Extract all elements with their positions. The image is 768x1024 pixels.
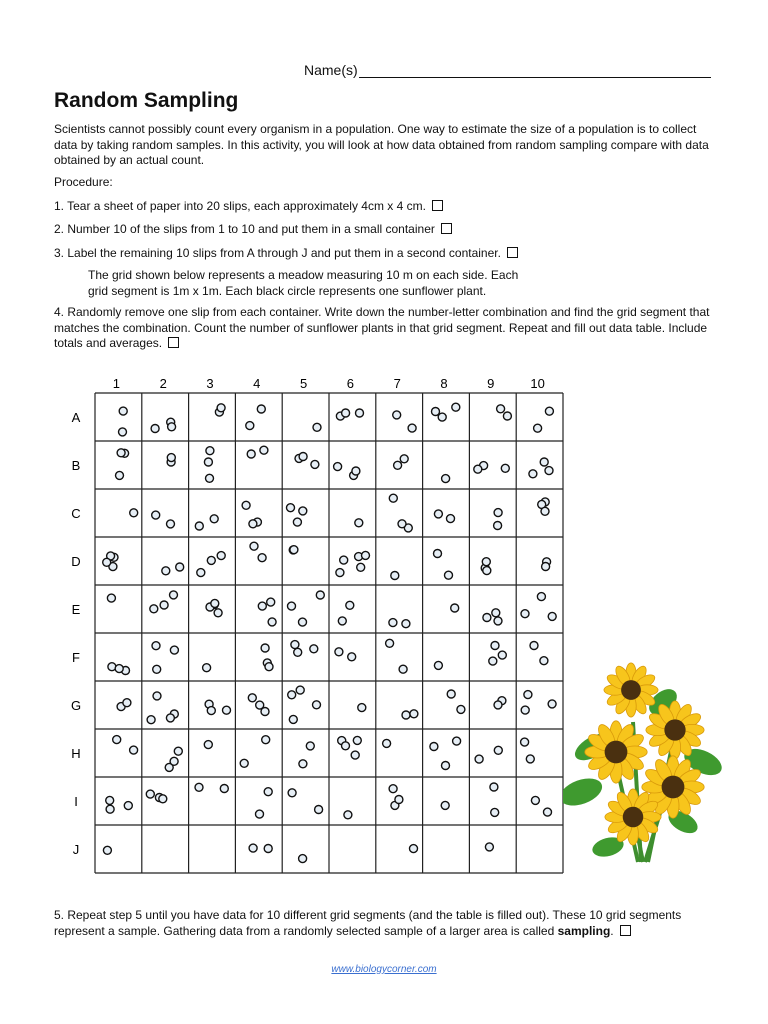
sunflower-plant-dot — [264, 845, 272, 853]
step-3 — [54, 246, 714, 262]
sunflower-plant-dot — [447, 515, 455, 523]
sunflower-plant-dot — [240, 759, 248, 767]
sunflower-plant-dot — [153, 692, 161, 700]
grid-column-label: 10 — [530, 376, 545, 391]
sunflower-plant-dot — [442, 475, 450, 483]
sunflower-plant-dot — [521, 610, 529, 618]
sunflower-plant-dot — [537, 593, 545, 601]
sunflower-plant-dot — [256, 810, 264, 818]
sunflower-plant-dot — [159, 795, 167, 803]
sunflower-plant-dot — [391, 572, 399, 580]
sunflower-plant-dot — [313, 701, 321, 709]
step-2-text: 2. Number 10 of the slips from 1 to 10 and put them in a small container — [54, 222, 435, 236]
sunflower-plant-dot — [395, 796, 403, 804]
sunflower-plant-dot — [491, 808, 499, 816]
sunflower-plant-dot — [195, 783, 203, 791]
sunflower-plant-dot — [210, 515, 218, 523]
grid-column-label: 3 — [206, 376, 214, 391]
sunflower-plant-dot — [490, 783, 498, 791]
sunflower-plant-dot — [299, 618, 307, 626]
name-blank-line[interactable] — [359, 63, 711, 78]
sunflower-plant-dot — [402, 620, 410, 628]
sunflower-plant-dot — [351, 751, 359, 759]
sunflower-plant-dot — [494, 746, 502, 754]
sunflower-plant-dot — [261, 708, 269, 716]
grid-row-label: F — [72, 650, 80, 665]
sunflower-plant-dot — [542, 563, 550, 571]
sunflower-plant-dot — [544, 808, 552, 816]
sunflower-plant-dot — [352, 467, 360, 475]
sunflower-plant-dot — [410, 710, 418, 718]
step-2-checkbox[interactable] — [441, 223, 452, 234]
sunflower-plant-dot — [393, 411, 401, 419]
sunflower-plant-dot — [453, 737, 461, 745]
sunflower-plant-dot — [197, 569, 205, 577]
step-4-checkbox[interactable] — [168, 337, 179, 348]
sunflower-plant-dot — [521, 738, 529, 746]
sunflower-plant-dot — [147, 716, 155, 724]
footer-link[interactable]: www.biologycorner.com — [331, 964, 437, 975]
sunflower-plant-dot — [217, 404, 225, 412]
sunflower-plant-dot — [545, 407, 553, 415]
step-4 — [54, 305, 714, 352]
sunflower-plant-dot — [491, 642, 499, 650]
sunflower-plant-dot — [389, 619, 397, 627]
sunflower-plant-dot — [410, 845, 418, 853]
sunflower-plant-dot — [167, 454, 175, 462]
sunflower-plant-dot — [497, 405, 505, 413]
grid-row-label: A — [71, 410, 81, 425]
sunflower-plant-dot — [451, 604, 459, 612]
sunflower-plant-dot — [310, 645, 318, 653]
sunflower-plant-dot — [434, 661, 442, 669]
sunflower-plant-dot — [258, 554, 266, 562]
sunflower-plant-dot — [162, 567, 170, 575]
sunflower-plant-dot — [474, 465, 482, 473]
grid-row-label: H — [71, 746, 81, 761]
sunflower-plant-dot — [264, 788, 272, 796]
sunflower-plant-dot — [489, 657, 497, 665]
step-5-end: . — [610, 923, 614, 938]
sunflower-plant-dot — [124, 802, 132, 810]
sunflower-plant-dot — [545, 467, 553, 475]
sunflower-plant-dot — [152, 511, 160, 519]
sunflower-plant-dot — [501, 464, 509, 472]
grid-column-label: 1 — [112, 376, 121, 391]
sunflower-plant-dot — [206, 474, 214, 482]
sunflower-plant-dot — [432, 408, 440, 416]
sunflower-plant-dot — [257, 405, 265, 413]
procedure-label: Procedure: — [54, 175, 113, 189]
grid-column-label: 7 — [393, 376, 401, 391]
sunflower-plant-dot — [530, 642, 538, 650]
sunflower-plant-dot — [494, 522, 502, 530]
sunflower-plant-dot — [290, 546, 298, 554]
sunflower-plant-dot — [313, 423, 321, 431]
sunflower-plant-dot — [195, 522, 203, 530]
grid-column-label: 4 — [253, 376, 261, 391]
sunflower-plant-dot — [531, 796, 539, 804]
sunflower-plant-dot — [338, 617, 346, 625]
grid-note-line-2: grid segment is 1m x 1m. Each black circle represents one sunflower plant. — [88, 284, 487, 298]
sunflower-plant-dot — [357, 563, 365, 571]
intro-paragraph: Scientists cannot possibly count every organism in a population. One way to estimate the size of a population is to collect data by taking random samples. In this activity, you will look at how data obtained from random sampling compare with data obtained by an actual count. — [54, 122, 709, 167]
sunflower-plant-dot — [166, 714, 174, 722]
grid-row-label: B — [71, 458, 81, 473]
sunflower-plant-dot — [529, 470, 537, 478]
sunflower-plant-dot — [494, 509, 502, 517]
sunflower-plant-dot — [123, 699, 131, 707]
sunflower-plant-dot — [494, 701, 502, 709]
sunflower-plant-dot — [383, 739, 391, 747]
sunflower-plant-dot — [548, 612, 556, 620]
step-2 — [54, 222, 714, 238]
sunflower-plant-dot — [288, 789, 296, 797]
sunflower-plant-dot — [246, 422, 254, 430]
sunflower-plant-dot — [503, 412, 511, 420]
sunflower-plant-dot — [521, 706, 529, 714]
sunflower-plant-dot — [151, 425, 159, 433]
sunflower-illustration — [563, 662, 723, 872]
sunflower-plant-dot — [291, 641, 299, 649]
step-5-text: 5. Repeat step 5 until you have data for 10 different grid segments (and the table is filled out). These 10 grid segments represent a sample. Gathering data from a randomly selected sample of a larger area is called — [54, 908, 682, 938]
sunflower-plant-dot — [206, 447, 214, 455]
sunflower-plant-dot — [445, 571, 453, 579]
sunflower-plant-dot — [353, 736, 361, 744]
sunflower-plant-dot — [288, 602, 296, 610]
sunflower-plant-dot — [400, 455, 408, 463]
sunflower-plant-dot — [249, 844, 257, 852]
sunflower-plant-dot — [265, 663, 273, 671]
sunflower-plant-dot — [348, 653, 356, 661]
sunflower-plant-dot — [355, 519, 363, 527]
sunflower-plant-dot — [541, 507, 549, 515]
sunflower-plant-dot — [299, 507, 307, 515]
grid-row-label: I — [74, 794, 78, 809]
sunflower-plant-dot — [534, 424, 542, 432]
sunflower-plant-dot — [146, 790, 154, 798]
step-4-text: 4. Randomly remove one slip from each container. Write down the number-letter combination and find the grid segment that matches the combination. Count the number of sunflower plants in that grid segment. Repeat and fill out data table. Include totals and averages. — [54, 305, 710, 350]
sunflower-plant-dot — [170, 757, 178, 765]
sunflower-plant-dot — [152, 642, 160, 650]
sunflower-plant-dot — [402, 711, 410, 719]
sunflower-plant-dot — [457, 705, 465, 713]
sunflower-plant-dot — [250, 542, 258, 550]
name-label: Name(s) — [304, 62, 358, 78]
sunflower-plant-dot — [287, 504, 295, 512]
sunflower-plant-dot — [119, 428, 127, 436]
sunflower-plant-dot — [106, 796, 114, 804]
sunflower-plant-dot — [153, 665, 161, 673]
grid-row-label: J — [72, 842, 80, 857]
sunflower-plant-dot — [452, 403, 460, 411]
sunflower-plant-dot — [167, 520, 175, 528]
sunflower-plant-dot — [217, 552, 225, 560]
sunflower-plant-dot — [150, 605, 158, 613]
grid-column-label: 8 — [440, 376, 448, 391]
sunflower-plant-dot — [441, 801, 449, 809]
sunflower-plant-dot — [548, 700, 556, 708]
sunflower-plant-dot — [335, 648, 343, 656]
sunflower-plant-dot — [294, 648, 302, 656]
grid-row-label: G — [70, 698, 82, 713]
sunflower-plant-dot — [268, 618, 276, 626]
sunflower-plant-dot — [176, 563, 184, 571]
sunflower-plant-dot — [316, 591, 324, 599]
sunflower-plant-dot — [203, 664, 211, 672]
sunflower-plant-dot — [342, 409, 350, 417]
sunflower-plant-dot — [346, 601, 354, 609]
sunflower-plant-dot — [207, 707, 215, 715]
sunflower-plant-dot — [262, 736, 270, 744]
sunflower-plant-dot — [342, 742, 350, 750]
sunflower-plant-dot — [288, 691, 296, 699]
sunflower-plant-dot — [394, 461, 402, 469]
sunflower-plant-dot — [130, 746, 138, 754]
sunflower-plant-dot — [116, 471, 124, 479]
sunflower-plant-dot — [119, 407, 127, 415]
sunflower-plant-dot — [524, 691, 532, 699]
step-3-text: 3. Label the remaining 10 slips from A through J and put them in a second container. — [54, 246, 501, 260]
sunflower-plant-dot — [540, 657, 548, 665]
sunflower-plant-dot — [399, 665, 407, 673]
sunflower-plant-dot — [248, 694, 256, 702]
step-5-checkbox[interactable] — [620, 925, 631, 936]
sunflower-plant-dot — [356, 409, 364, 417]
grid-column-label: 2 — [159, 376, 167, 391]
sunflower-plant-dot — [207, 556, 215, 564]
sunflower-plant-dot — [526, 755, 534, 763]
grid-row-label: C — [71, 506, 81, 521]
sunflower-plant-dot — [442, 762, 450, 770]
sunflower-plant-dot — [447, 690, 455, 698]
page-title: Random Sampling — [54, 89, 239, 112]
sunflower-plant-dot — [299, 855, 307, 863]
sunflower-plant-dot — [492, 609, 500, 617]
sunflower-plant-dot — [398, 520, 406, 528]
sunflower-plant-dot — [170, 591, 178, 599]
sunflower-plant-dot — [299, 453, 307, 461]
sunflower-plant-dot — [430, 743, 438, 751]
sunflower-plant-dot — [174, 747, 182, 755]
sunflower-plant-dot — [306, 742, 314, 750]
sunflower-plant-dot — [242, 501, 250, 509]
sunflower-plant-dot — [247, 450, 255, 458]
step-3-checkbox[interactable] — [507, 247, 518, 258]
sunflower-plant-dot — [260, 446, 268, 454]
sunflower-plant-dot — [267, 598, 275, 606]
sunflower-plant-dot — [498, 651, 506, 659]
sunflower-plant-dot — [408, 424, 416, 432]
grid-column-label: 9 — [487, 376, 495, 391]
sunflower-plant-dot — [220, 785, 228, 793]
sunflower-plant-dot — [214, 609, 222, 617]
sunflower-plant-dot — [311, 460, 319, 468]
sunflower-plant-dot — [296, 686, 304, 694]
sunflower-plant-dot — [389, 785, 397, 793]
step-5 — [54, 908, 724, 939]
sunflower-plant-dot — [130, 509, 138, 517]
sunflower-plant-dot — [258, 602, 266, 610]
grid-note-line-1: The grid shown below represents a meadow measuring 10 m on each side. Each — [88, 268, 519, 282]
sunflower-plant-dot — [389, 494, 397, 502]
sunflower-plant-dot — [293, 518, 301, 526]
sunflower-plant-dot — [315, 806, 323, 814]
sunflower-plant-dot — [299, 760, 307, 768]
sunflower-plant-dot — [334, 463, 342, 471]
sunflower-plant-dot — [494, 617, 502, 625]
sunflower-plant-dot — [113, 736, 121, 744]
step-1 — [54, 199, 714, 215]
sunflower-plant-dot — [358, 704, 366, 712]
sunflower-plant-dot — [106, 805, 114, 813]
footer — [0, 964, 768, 975]
sunflower-plant-dot — [362, 551, 370, 559]
sunflower-plant-dot — [485, 843, 493, 851]
step-1-checkbox[interactable] — [432, 200, 443, 211]
sunflower-plant-dot — [117, 449, 125, 457]
sunflower-plant-dot — [386, 639, 394, 647]
sunflower-plant-dot — [340, 556, 348, 564]
grid-row-label: D — [71, 554, 81, 569]
sunflower-plant-dot — [204, 458, 212, 466]
grid-column-label: 5 — [299, 376, 308, 391]
sunflower-plant-dot — [204, 741, 212, 749]
sunflower-plant-dot — [434, 550, 442, 558]
sunflower-plant-dot — [483, 614, 491, 622]
sunflower-plant-dot — [475, 755, 483, 763]
sunflower-plant-dot — [103, 558, 111, 566]
grid-column-label: 6 — [346, 376, 355, 391]
sunflower-plant-dot — [223, 706, 231, 714]
sunflower-plant-dot — [115, 665, 123, 673]
sunflower-plant-dot — [336, 569, 344, 577]
sunflower-plant-dot — [168, 423, 176, 431]
sunflower-plant-dot — [160, 601, 168, 609]
sunflower-plant-dot — [170, 646, 178, 654]
sunflower-plant-dot — [103, 846, 111, 854]
step-5-bold-term: sampling — [557, 923, 611, 938]
sunflower-plant-dot — [434, 510, 442, 518]
sunflower-plant-dot — [261, 644, 269, 652]
sunflower-plant-dot — [249, 520, 257, 528]
name-field[interactable] — [304, 62, 711, 78]
sunflower-plant-dot — [540, 458, 548, 466]
step-1-text: 1. Tear a sheet of paper into 20 slips, each approximately 4cm x 4 cm. — [54, 199, 426, 213]
sunflower-plant-dot — [211, 599, 219, 607]
sunflower-plant-dot — [289, 715, 297, 723]
sunflower-plant-dot — [483, 567, 491, 575]
grid-row-label: E — [71, 602, 81, 617]
sunflower-plant-dot — [438, 413, 446, 421]
sunflower-plant-dot — [344, 811, 352, 819]
sunflower-plant-dot — [107, 594, 115, 602]
sunflower-plant-dot — [482, 558, 490, 566]
